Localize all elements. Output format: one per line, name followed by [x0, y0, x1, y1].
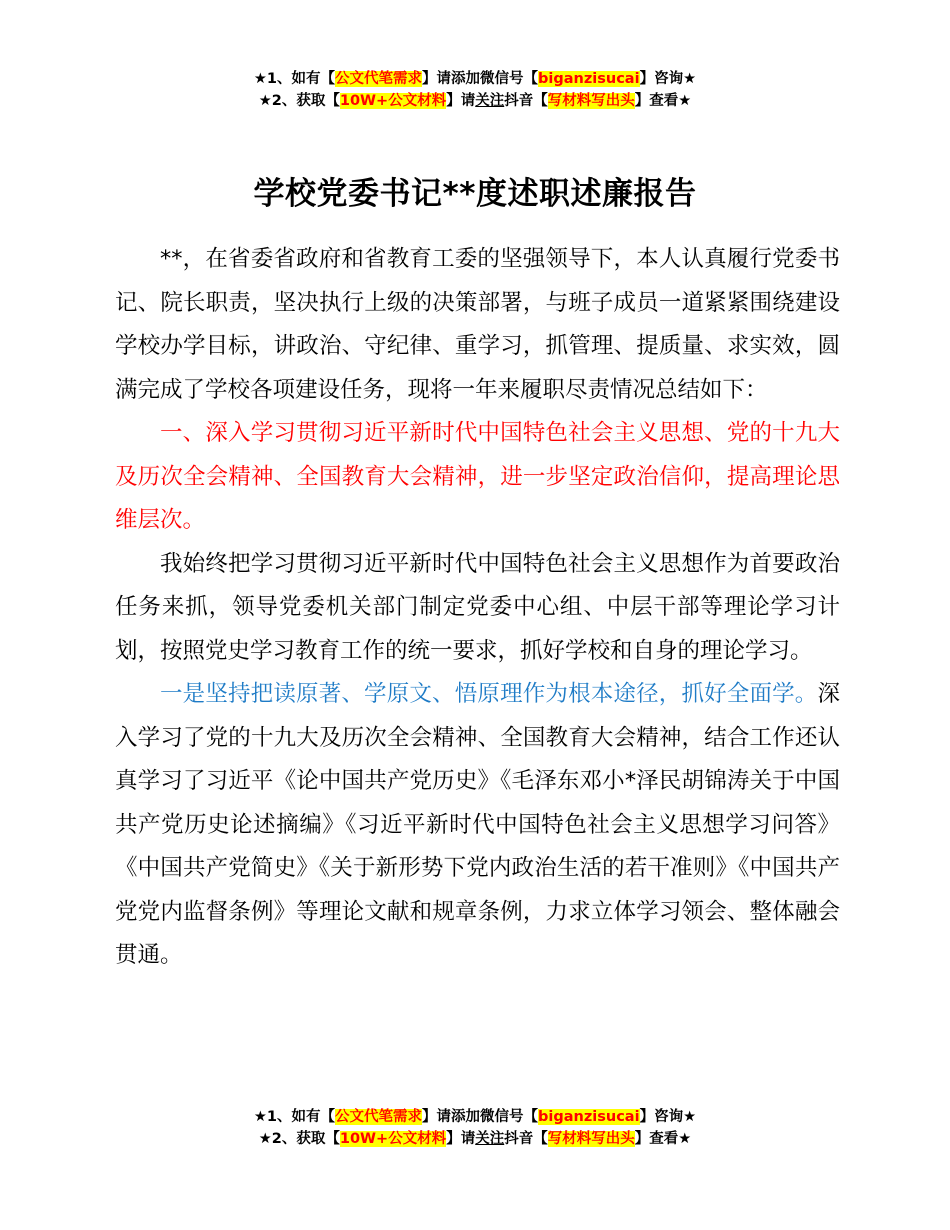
- intro-paragraph: **，在省委省政府和省教育工委的坚强领导下，本人认真履行党委书记、院长职责，坚决执行上级的决策部署，与班子成员一道紧紧围绕建设学校办学目标，讲政治、守纪律、重学习，抓管理、提质量、求实效，圆满完成了学校各项建设任务，现将一年来履职尽责情况总结如下：: [115, 246, 840, 403]
- body-paragraph: [115, 673, 840, 978]
- promo-highlight: 写材料写出头: [547, 1131, 635, 1147]
- promo-text: 微信号【: [480, 71, 539, 87]
- promo-text: 】请: [422, 1109, 452, 1125]
- promo-line-1: [0, 68, 950, 90]
- promo-text: 】咨询★: [639, 71, 697, 87]
- promo-highlight: 公文代笔需求: [335, 71, 423, 87]
- promo-highlight: biganzisucai: [538, 71, 640, 87]
- promo-text: 】请: [422, 71, 452, 87]
- promo-text: ★1、如有【: [253, 71, 336, 87]
- promo-text: ★1、如有【: [253, 1109, 336, 1125]
- promo-text: 】查看★: [634, 93, 692, 109]
- top-promo-banner: [0, 68, 950, 112]
- promo-text: ★2、获取【: [258, 1131, 340, 1147]
- promo-text: 】请: [446, 93, 476, 109]
- promo-highlight: 10W+公文材料: [339, 93, 447, 109]
- promo-text: 】请: [446, 1131, 476, 1147]
- bottom-promo-banner: [0, 1106, 950, 1150]
- body-paragraph: 我始终把学习贯彻习近平新时代中国特色社会主义思想作为首要政治任务来抓，领导党委机关部门制定党委中心组、中层干部等理论学习计划，按照党史学习教育工作的统一要求，抓好学校和自身的理论学习。: [115, 550, 840, 664]
- document-title: 学校党委书记**度述职述廉报告: [253, 176, 697, 212]
- promo-highlight: biganzisucai: [538, 1109, 640, 1125]
- promo-text: 添加: [451, 71, 481, 87]
- promo-text: ★2、获取【: [258, 93, 340, 109]
- promo-text: 关注: [475, 93, 505, 109]
- promo-highlight: 10W+公文材料: [339, 1131, 447, 1147]
- promo-text: 】咨询★: [639, 1109, 697, 1125]
- paragraph-text: 深入学习了党的十九大及历次全会精神、全国教育大会精神，结合工作还认真学习了习近平《论中国共产党历史》《毛泽东邓小*泽民胡锦涛关于中国共产党历史论述摘编》《习近平新时代中国特色社会主义思想学习问答》《中国共产党简史》《关于新形势下党内政治生活的若干准则》《中国共产党党内监督条例》等理论文献和规章条例，力求立体学习领会、整体融会贯通。: [115, 681, 840, 968]
- promo-line-2: [0, 90, 950, 112]
- promo-highlight: 写材料写出头: [547, 93, 635, 109]
- section-heading: 一、深入学习贯彻习近平新时代中国特色社会主义思想、党的十九大及历次全会精神、全国教育大会精神，进一步坚定政治信仰，提高理论思维层次。: [115, 420, 840, 533]
- promo-text: 抖音【: [504, 1131, 548, 1147]
- paragraph-lead: 一是坚持把读原著、学原文、悟原理作为根本途径，抓好全面学。: [160, 681, 818, 707]
- promo-text: 】查看★: [634, 1131, 692, 1147]
- promo-text: 抖音【: [504, 93, 548, 109]
- promo-text: 微信号【: [480, 1109, 539, 1125]
- promo-line-1: [0, 1106, 950, 1128]
- promo-text: 添加: [451, 1109, 481, 1125]
- promo-line-2: [0, 1128, 950, 1150]
- promo-text: 关注: [475, 1131, 505, 1147]
- document-body: [115, 238, 840, 978]
- promo-highlight: 公文代笔需求: [335, 1109, 423, 1125]
